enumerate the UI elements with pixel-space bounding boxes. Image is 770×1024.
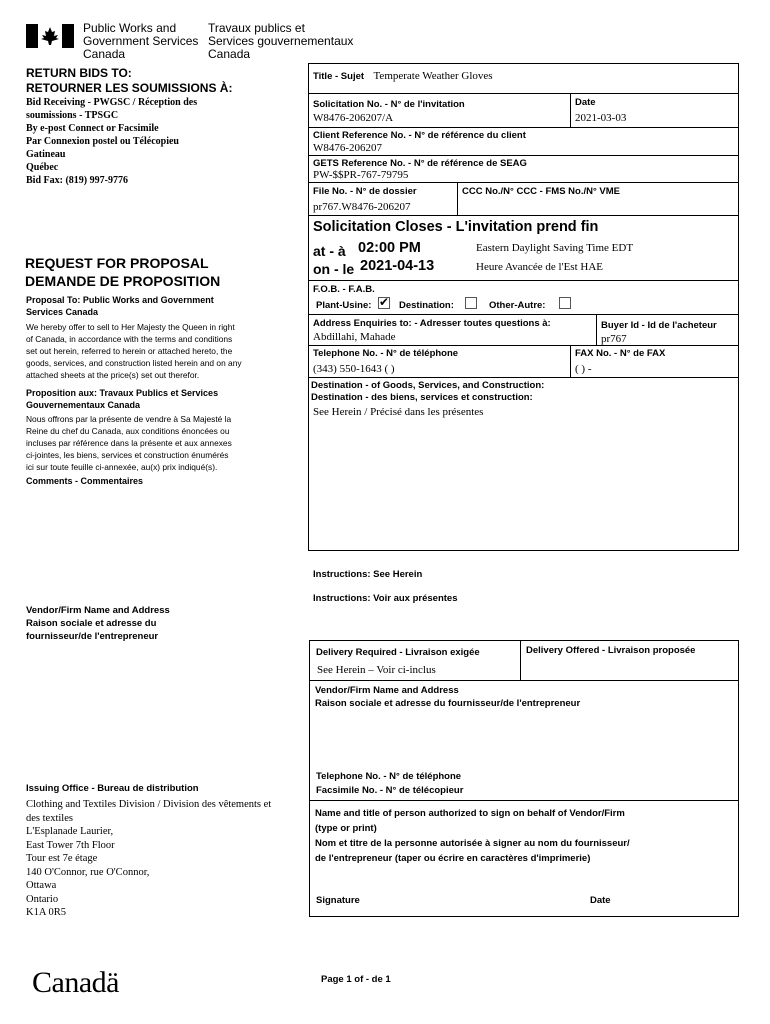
closes-on-label: on - le	[313, 261, 355, 277]
header-fr-line: Canada	[208, 47, 251, 61]
instructions-en: Instructions: See Herein	[313, 569, 423, 580]
checkmark-icon: ✔	[379, 295, 390, 309]
destination-goods-label-en: Destination - of Goods, Services, and Construction:	[311, 380, 545, 391]
offer-line: We hereby offer to sell to Her Majesty the Queen in right	[26, 322, 235, 332]
telephone-label: Telephone No. - N° de téléphone	[313, 348, 459, 359]
offre-line: ici sur toute feuille ci-annexée, au(x) prix indiqué(s).	[26, 462, 218, 472]
closes-time: 02:00 PM	[358, 240, 421, 256]
offer-line: of Canada, in accordance with the terms and conditions	[26, 334, 233, 344]
offre-line: Nous offrons par la présente de vendre à Sa Majesté la	[26, 414, 232, 424]
authorized-line: de l'entrepreneur (taper ou écrire en caractères d'imprimerie)	[315, 853, 591, 864]
return-bids-address	[26, 96, 197, 187]
proposition-aux	[26, 387, 218, 411]
header-en-line: Government Services	[83, 34, 199, 48]
proposition-line: Proposition aux: Travaux Publics et Services	[26, 388, 219, 398]
gets-ref-label: GETS Reference No. - N° de référence de SEAG	[313, 158, 527, 169]
page-number: Page 1 of - de 1	[321, 974, 391, 985]
authorized-line: Name and title of person authorized to sign on behalf of Vendor/Firm	[315, 808, 625, 819]
offer-line: attached sheets at the price(s) set out therefor.	[26, 370, 200, 380]
header-fr-line: Travaux publics et	[208, 21, 305, 35]
authorized-line: Nom et titre de la personne autorisée à signer au nom du fournisseur/	[315, 838, 630, 849]
request-title-en: REQUEST FOR PROPOSAL	[25, 255, 209, 271]
delivery-required-value: See Herein – Voir ci-inclus	[317, 664, 436, 676]
offer-line: set out herein, referred to herein or attached hereto, the	[26, 346, 233, 356]
offre-line: incluses par référence dans la présente et aux annexes	[26, 438, 232, 448]
return-bids-line: Par Connexion postel ou Télécopieu	[26, 136, 179, 147]
return-bids-line: Gatineau	[26, 149, 66, 160]
offer-text-fr	[26, 413, 232, 473]
buyer-id-label: Buyer Id - Id de l'acheteur	[601, 320, 717, 331]
solicitation-no-value: W8476-206207/A	[313, 112, 394, 124]
issuing-line: East Tower 7th Floor	[26, 839, 115, 851]
proposal-to-line: Proposal To: Public Works and Government	[26, 295, 214, 305]
issuing-line: 140 O'Connor, rue O'Connor,	[26, 866, 150, 878]
gets-ref-value: PW-$$PR-767-79795	[313, 169, 409, 181]
issuing-line: Ontario	[26, 893, 59, 905]
address-enquiries-label: Address Enquiries to: - Adresser toutes questions à:	[313, 318, 551, 329]
signature-date-label: Date	[590, 895, 611, 906]
return-bids-line: By e-post Connect or Facsimile	[26, 123, 159, 134]
vendor-firm-label-en: Vendor/Firm Name and Address	[315, 685, 459, 696]
return-bids-line: Québec	[26, 162, 59, 173]
closes-date: 2021-04-13	[360, 258, 435, 274]
header	[24, 22, 384, 62]
proposal-to	[26, 294, 214, 318]
offer-line: goods, services, and construction listed herein and on any	[26, 358, 242, 368]
fax-label: FAX No. - N° de FAX	[575, 348, 666, 359]
issuing-office-address	[26, 798, 271, 920]
request-title-fr: DEMANDE DE PROPOSITION	[25, 273, 221, 289]
header-en-line: Canada	[83, 47, 126, 61]
ccc-no-label: CCC No./N° CCC - FMS No./N° VME	[462, 186, 621, 197]
issuing-office-title: Issuing Office - Bureau de distribution	[26, 783, 199, 794]
delivery-offered-label: Delivery Offered - Livraison proposée	[526, 645, 696, 656]
return-bids-line: Bid Receiving - PWGSC / Réception des	[26, 97, 198, 108]
destination-checkbox[interactable]	[465, 297, 477, 309]
client-ref-value: W8476-206207	[313, 142, 383, 154]
vendor-left-line: Raison sociale et adresse du	[26, 618, 157, 629]
file-no-value: pr767.W8476-206207	[313, 201, 411, 213]
proposition-line: Gouvernementaux Canada	[26, 400, 141, 410]
issuing-line: Clothing and Textiles Division / Division des vêtements et	[26, 799, 272, 810]
solicitation-closes-title: Solicitation Closes - L'invitation prend fin	[313, 219, 599, 235]
vendor-left-line: fournisseur/de l'entrepreneur	[26, 631, 159, 642]
vendor-facsimile-label: Facsimile No. - N° de télécopieur	[316, 785, 464, 796]
timezone-en: Eastern Daylight Saving Time EDT	[476, 242, 634, 254]
destination-goods-label-fr: Destination - des biens, services et construction:	[311, 392, 533, 403]
title-label: Title - Sujet	[313, 71, 365, 82]
timezone-fr: Heure Avancée de l'Est HAE	[476, 261, 604, 273]
destination-label: Destination:	[399, 300, 454, 311]
fob-label: F.O.B. - F.A.B.	[313, 284, 375, 295]
client-ref-label: Client Reference No. - N° de référence du client	[313, 130, 526, 141]
telephone-value: (343) 550-1643 ( )	[313, 363, 395, 375]
header-fr-line: Services gouvernementaux	[208, 34, 354, 48]
offer-text-en	[26, 321, 242, 381]
instructions-fr: Instructions: Voir aux présentes	[313, 593, 458, 604]
destination-goods-value: See Herein / Précisé dans les présentes	[313, 406, 484, 418]
plant-usine-label: Plant-Usine:	[316, 300, 372, 311]
closes-at-label: at - à	[313, 243, 346, 259]
address-enquiries-value: Abdillahi, Mahade	[313, 331, 396, 343]
signature-label: Signature	[316, 895, 360, 906]
return-bids-title-fr: RETOURNER LES SOUMISSIONS À:	[26, 81, 233, 95]
title-value: Temperate Weather Gloves	[373, 70, 493, 82]
vendor-left-block	[26, 604, 170, 643]
return-bids-line: soumissions - TPSGC	[26, 110, 119, 121]
issuing-line: K1A 0R5	[26, 907, 66, 918]
vendor-firm-label-fr: Raison sociale et adresse du fournisseur/de l'entrepreneur	[315, 698, 581, 709]
return-bids-title-en: RETURN BIDS TO:	[26, 66, 132, 80]
issuing-line: L'Esplanade Laurier,	[26, 826, 114, 837]
solicitation-no-label: Solicitation No. - N° de l'invitation	[313, 99, 465, 110]
fax-value: ( ) -	[575, 363, 592, 375]
delivery-required-label: Delivery Required - Livraison exigée	[316, 647, 480, 658]
proposal-to-line: Services Canada	[26, 307, 99, 317]
other-autre-label: Other-Autre:	[489, 300, 546, 311]
vendor-telephone-label: Telephone No. - N° de téléphone	[316, 771, 462, 782]
authorized-line: (type or print)	[315, 823, 377, 834]
date-value: 2021-03-03	[575, 112, 627, 124]
canada-flag-icon	[26, 24, 74, 48]
offre-line: ci-jointes, les biens, services et construction énumérés	[26, 450, 229, 460]
issuing-line: Ottawa	[26, 880, 57, 891]
issuing-line: des textiles	[26, 812, 73, 824]
canada-wordmark: Canadä	[32, 966, 119, 999]
other-autre-checkbox[interactable]	[559, 297, 571, 309]
return-bids-line: Bid Fax: (819) 997-9776	[26, 175, 128, 186]
plant-usine-checkbox[interactable]	[378, 297, 390, 309]
offre-line: Reine du chef du Canada, aux conditions énoncées ou	[26, 426, 230, 436]
vendor-left-line: Vendor/Firm Name and Address	[26, 605, 170, 616]
header-en-line: Public Works and	[83, 21, 177, 35]
date-label: Date	[575, 97, 596, 108]
file-no-label: File No. - N° de dossier	[313, 186, 417, 197]
comments-label: Comments - Commentaires	[26, 476, 144, 486]
buyer-id-value: pr767	[601, 333, 627, 345]
issuing-line: Tour est 7e étage	[26, 853, 98, 864]
authorized-signer-block	[315, 806, 630, 866]
title-row	[313, 66, 493, 84]
